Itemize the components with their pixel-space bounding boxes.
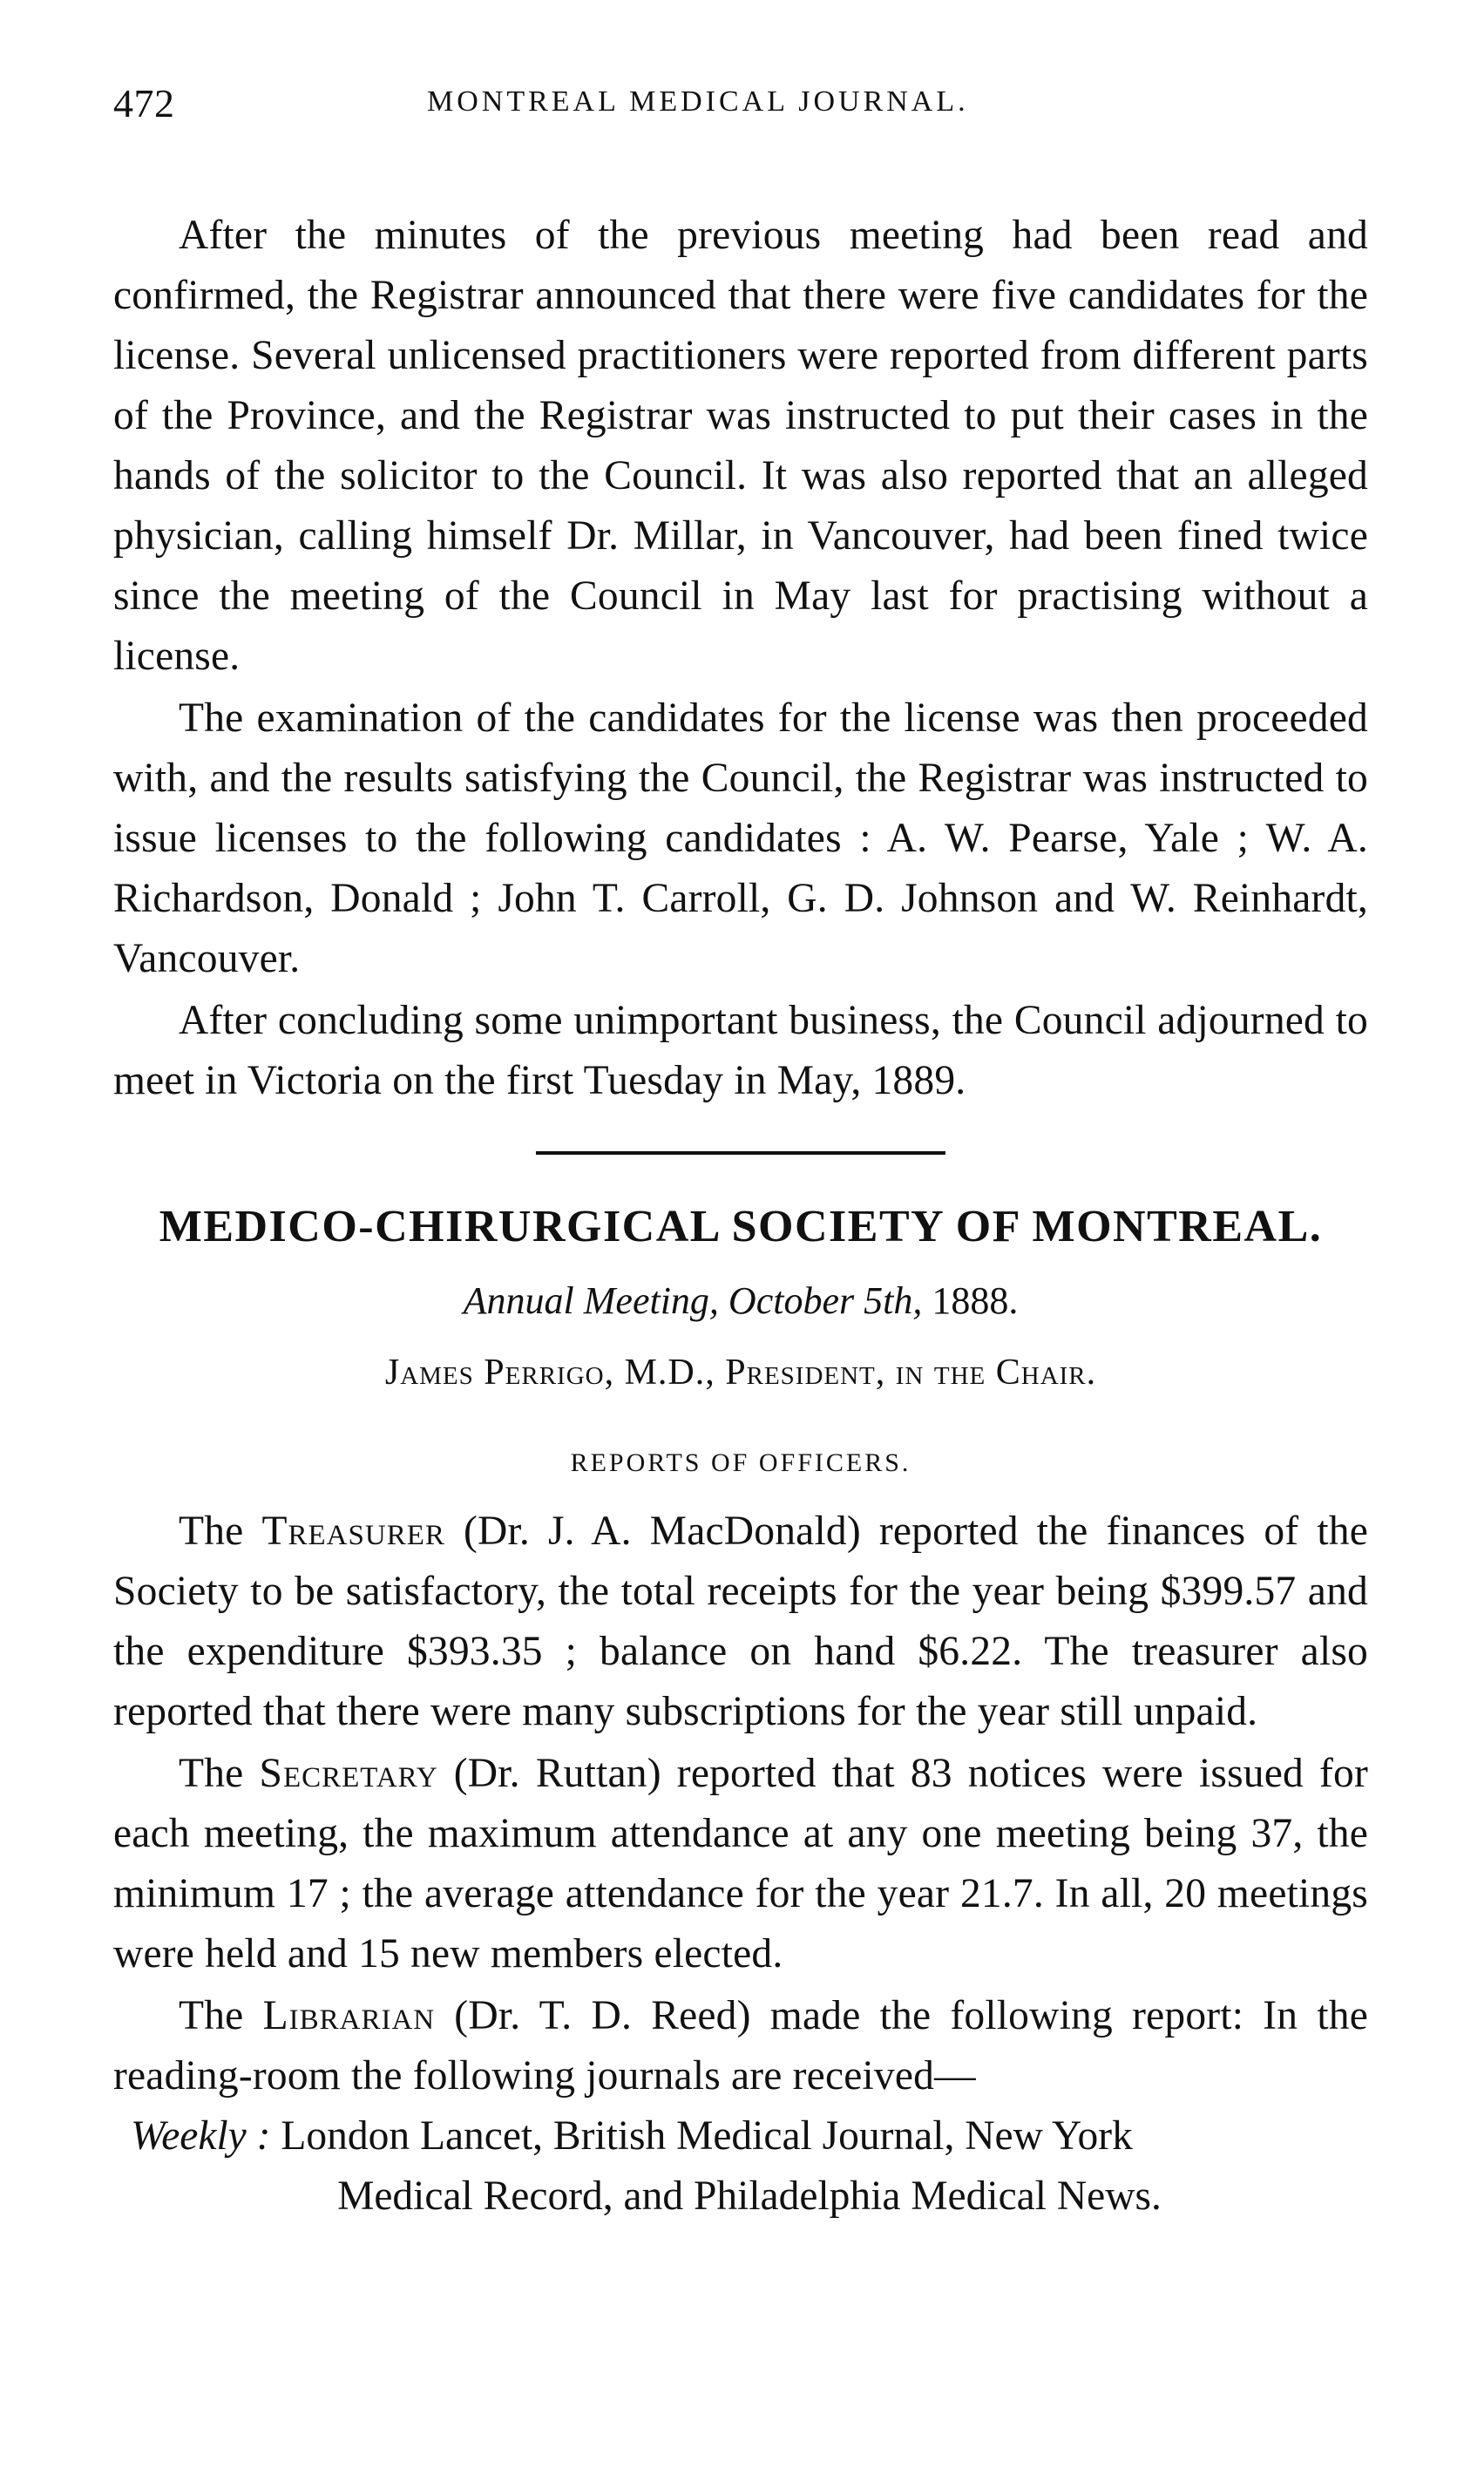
weekly-journals — [113, 2106, 1368, 2227]
journal-title: MONTREAL MEDICAL JOURNAL. — [427, 85, 969, 118]
weekly-line-2: Medical Record, and Philadelphia Medical News. — [337, 2173, 1162, 2219]
paragraph-minutes: After the minutes of the previous meeting had been read and confirmed, the Registrar announced that there were five candidates for the license. Several unlicensed practitioners were reported from different parts of the Province, and the Registrar was instructed to put their cases in the hands of the solicitor to the Council. It was also reported that an alleged physician, calling himself Dr. Millar, in Vancouver, had been fined twice since the meeting of the Council in May last for practising without a license. — [113, 213, 1368, 679]
weekly-label: Weekly : — [131, 2113, 271, 2159]
librarian-lead: The — [179, 1993, 244, 2038]
page-number: 472 — [113, 81, 175, 125]
running-head — [113, 80, 1368, 132]
secretary-report — [113, 1744, 1368, 1984]
paragraph-examination: The examination of the candidates for the license was then proceeded with, and the results satisfying the Council, the Registrar was instructed to issue licenses to the following candidates : A. W. Pearse, Yale ; W. A. Richardson, Donald ; John T. Carroll, G. D. Johnson and W. Reinhardt, Vancouver. — [113, 695, 1368, 981]
reports-heading: REPORTS OF OFFICERS. — [570, 1448, 911, 1477]
document-page — [113, 80, 1368, 2227]
librarian-officer: Librarian — [262, 1993, 436, 2038]
treasurer-lead: The — [179, 1509, 244, 1554]
meeting-year: 1888. — [932, 1279, 1019, 1322]
section-divider — [536, 1151, 945, 1155]
chair-line: James Perrigo, M.D., President, in the Chair. — [384, 1353, 1097, 1393]
meeting-date — [113, 1273, 1368, 1329]
librarian-text: (Dr. T. D. Reed) made the following report: In the reading-room the following journals are received— — [113, 1993, 1368, 2099]
treasurer-text: (Dr. J. A. MacDonald) reported the finances of the Society to be satisfactory, the total receipts for the year being $399.57 and the expenditure $393.35 ; balance on hand $6.22. The treasurer also reported that there were many subscriptions for the year still unpaid. — [113, 1509, 1368, 1734]
secretary-officer: Secretary — [259, 1751, 438, 1796]
treasurer-officer: Treasurer — [261, 1509, 445, 1554]
librarian-report — [113, 1986, 1368, 2106]
secretary-text: (Dr. Ruttan) reported that 83 notices were issued for each meeting, the maximum attendance at any one meeting being 37, the minimum 17 ; the average attendance for the year 21.7. In all, 20 meetings were held and 15 new members elected. — [113, 1751, 1369, 1977]
society-title: MEDICO-CHIRURGICAL SOCIETY OF MONTREAL. — [159, 1202, 1323, 1251]
council-report — [113, 206, 1368, 1111]
meeting-date-italic: Annual Meeting, October 5th, — [463, 1279, 923, 1322]
secretary-lead: The — [179, 1751, 244, 1796]
paragraph-adjournment: After concluding some unimportant business, the Council adjourned to meet in Victoria on the first Tuesday in May, 1889. — [113, 998, 1368, 1103]
treasurer-report — [113, 1502, 1368, 1742]
weekly-line-1: London Lancet, British Medical Journal, New York — [281, 2113, 1133, 2159]
